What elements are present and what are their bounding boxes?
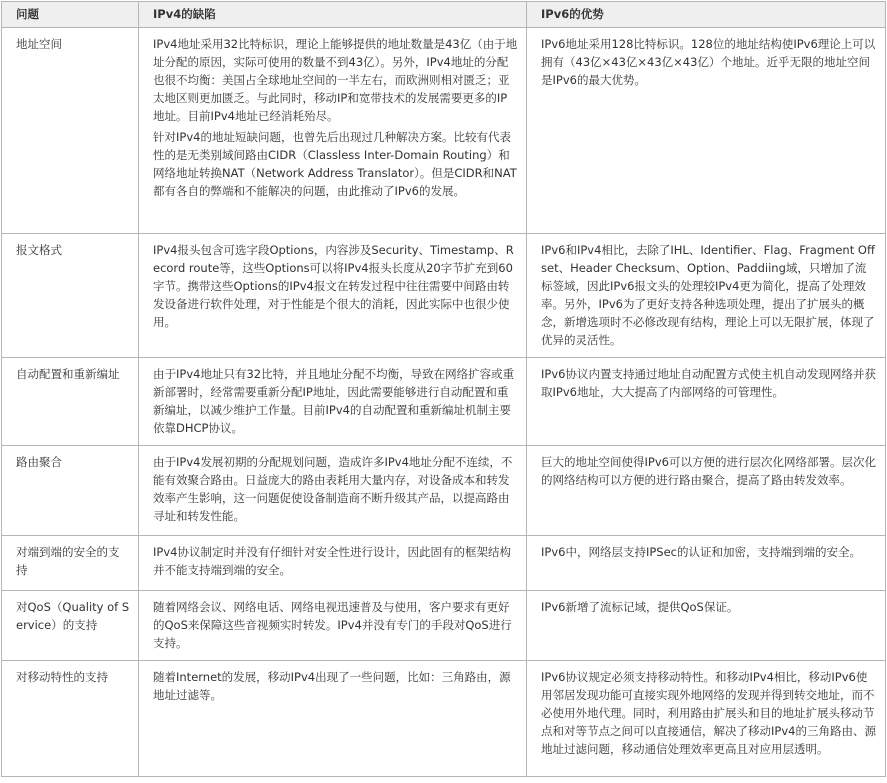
- table-row: [2, 661, 886, 777]
- ipv4-cell: [139, 591, 527, 661]
- ipv4-paragraph: IPv4地址采用32比特标识，理论上能够提供的地址数量是43亿（由于地址分配的原因，实际可使用的数量不到43亿）。另外，IPv4地址的分配也很不均衡：美国占全球地址空间的一半左右，而欧洲则相对匮乏；亚太地区则更加匮乏。与此同时，移动IP和宽带技术的发展需要更多的IP地址。目前IPv4地址已经消耗殆尽。: [153, 37, 518, 123]
- issue-cell: 自动配置和重新编址: [2, 358, 139, 446]
- table-row: [2, 536, 886, 591]
- ipv4-cell: [139, 234, 527, 358]
- ipv4-paragraph: 由于IPv4地址只有32比特，并且地址分配不均衡，导致在网络扩容或重新部署时，经常需要重新分配IP地址，因此需要能够进行自动配置和重新编址，以减少维护工作量。目前IPv4的自动配置和重新编址机制主要依靠DHCP协议。: [153, 367, 515, 435]
- ipv4-paragraph: IPv4报头包含可选字段Options，内容涉及Security、Timestamp、Record route等，这些Options可以将IPv4报头长度从20字节扩充到60字节。携带这些Options的IPv4报文在转发过程中往往需要中间路由转发设备进行软件处理，对于性能是个很大的消耗，因此实际中也很少使用。: [153, 243, 514, 329]
- issue-cell: 路由聚合: [2, 446, 139, 536]
- ipv4-cell: [139, 661, 527, 777]
- ipv4-cell: [139, 536, 527, 591]
- ipv4-paragraph: IPv4协议制定时并没有仔细针对安全性进行设计，因此固有的框架结构并不能支持端到端的安全。: [153, 545, 511, 577]
- ipv6-cell: IPv6协议内置支持通过地址自动配置方式使主机自动发现网络并获取IPv6地址，大大提高了内部网络的可管理性。: [527, 358, 886, 446]
- ipv4-paragraph: 由于IPv4发展初期的分配规划问题，造成许多IPv4地址分配不连续，不能有效聚合路由。日益庞大的路由表耗用大量内存，对设备成本和转发效率产生影响，这一问题促使设备制造商不断升级其产品，以提高路由寻址和转发性能。: [153, 455, 513, 523]
- header-row: [2, 2, 886, 28]
- table-body: [2, 28, 886, 777]
- table-row: [2, 446, 886, 536]
- table-row: [2, 591, 886, 661]
- ipv4-ipv6-comparison-table: [1, 1, 886, 777]
- header-ipv4-defects: IPv4的缺陷: [139, 2, 527, 28]
- table-row: [2, 28, 886, 234]
- ipv6-cell: IPv6地址采用128比特标识。128位的地址结构使IPv6理论上可以拥有（43亿×43亿×43亿×43亿）个地址。近乎无限的地址空间是IPv6的最大优势。: [527, 28, 886, 234]
- ipv4-paragraph: 随着Internet的发展，移动IPv4出现了一些问题，比如：三角路由，源地址过滤等。: [153, 670, 511, 702]
- issue-cell: 对端到端的安全的支持: [2, 536, 139, 591]
- ipv4-cell: [139, 358, 527, 446]
- ipv4-paragraph: 随着网络会议、网络电话、网络电视迅速普及与使用，客户要求有更好的QoS来保障这些音视频实时转发。IPv4并没有专门的手段对QoS进行支持。: [153, 600, 512, 650]
- issue-cell: 地址空间: [2, 28, 139, 234]
- issue-cell: 对QoS（Quality of Service）的支持: [2, 591, 139, 661]
- issue-cell: 对移动特性的支持: [2, 661, 139, 777]
- ipv6-cell: IPv6和IPv4相比，去除了IHL、Identifier、Flag、Fragment Offset、Header Checksum、Option、Paddiing域，只增加了流标签域，因此IPv6报文头的处理较IPv4更为简化，提高了处理效率。另外，IPv6为了更好支持各种选项处理，提出了扩展头的概念，新增选项时不必修改现有结构，理论上可以无限扩展，体现了优异的灵活性。: [527, 234, 886, 358]
- ipv4-cell: [139, 446, 527, 536]
- ipv4-paragraph: 针对IPv4的地址短缺问题，也曾先后出现过几种解决方案。比较有代表性的是无类别域间路由CIDR（Classless Inter-Domain Routing）和网络地址转换NAT（Network Address Translator）。但是CIDR和NAT都有各自的弊端和不能解决的问题，由此推动了IPv6的发展。: [153, 130, 517, 198]
- table-header: [2, 2, 886, 28]
- table-row: [2, 234, 886, 358]
- table-row: [2, 358, 886, 446]
- issue-cell: 报文格式: [2, 234, 139, 358]
- ipv6-cell: IPv6中，网络层支持IPSec的认证和加密，支持端到端的安全。: [527, 536, 886, 591]
- header-ipv6-advantages: IPv6的优势: [527, 2, 886, 28]
- ipv6-cell: IPv6协议规定必须支持移动特性。和移动IPv4相比，移动IPv6使用邻居发现功能可直接实现外地网络的发现并得到转交地址，而不必使用外地代理。同时，利用路由扩展头和目的地址扩展头移动节点和对等节点之间可以直接通信，解决了移动IPv4的三角路由、源地址过滤问题，移动通信处理效率更高且对应用层透明。: [527, 661, 886, 777]
- ipv4-cell: [139, 28, 527, 234]
- ipv6-cell: 巨大的地址空间使得IPv6可以方便的进行层次化网络部署。层次化的网络结构可以方便的进行路由聚合，提高了路由转发效率。: [527, 446, 886, 536]
- ipv6-cell: IPv6新增了流标记域，提供QoS保证。: [527, 591, 886, 661]
- header-issue: 问题: [2, 2, 139, 28]
